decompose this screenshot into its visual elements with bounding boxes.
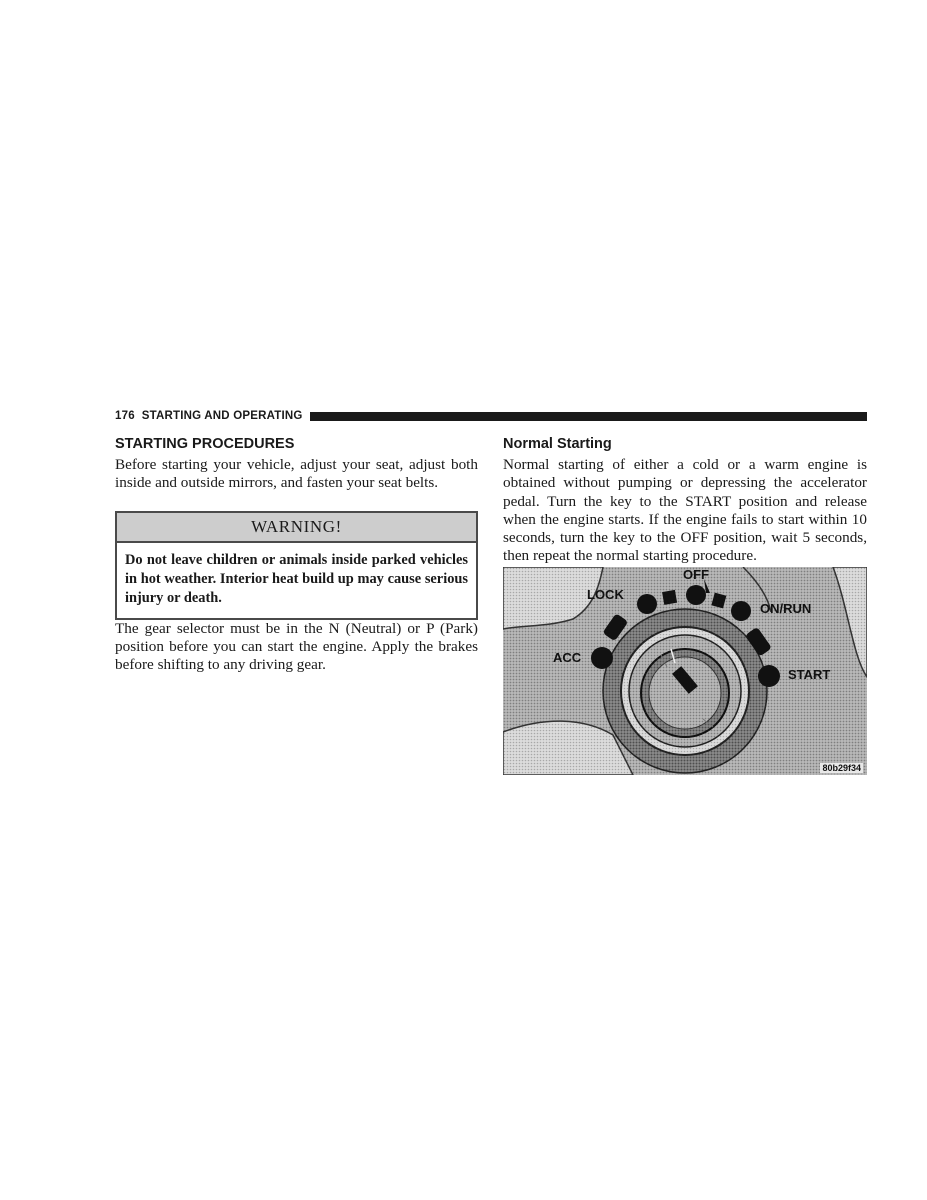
warning-box <box>115 511 478 620</box>
header-rule <box>310 412 867 421</box>
page-number: 176 <box>115 410 135 422</box>
warning-title: WARNING! <box>117 513 476 543</box>
ignition-switch-figure <box>503 567 867 775</box>
starting-procedures-heading: STARTING PROCEDURES <box>115 436 295 452</box>
left-column <box>115 434 478 674</box>
figure-code: 80b29f34 <box>822 763 861 773</box>
gear-selector-paragraph: The gear selector must be in the N (Neutral) or P (Park) position before you can start the engine. Apply the brakes before shifting to any driving gear. <box>115 619 478 674</box>
label-acc: ACC <box>553 650 582 665</box>
label-start: START <box>788 667 831 682</box>
right-column <box>503 434 867 566</box>
label-off: OFF <box>683 567 709 582</box>
section-title: STARTING AND OPERATING <box>141 410 303 422</box>
normal-starting-paragraph: Normal starting of either a cold or a warm engine is obtained without pumping or depressing the accelerator pedal. Turn the key to the START position and release when the engine starts. If the engine fails to start within 10 seconds, turn the key to the OFF position, wait 5 seconds, then repeat the normal starting procedure. <box>503 456 867 565</box>
label-lock: LOCK <box>587 587 624 602</box>
label-on-run: ON/RUN <box>760 601 812 616</box>
intro-paragraph: Before starting your vehicle, adjust your seat, adjust both inside and outside mirrors, and fasten your seat belts. <box>115 456 478 492</box>
normal-starting-heading: Normal Starting <box>503 436 612 452</box>
page-header <box>115 408 867 424</box>
warning-text: Do not leave children or animals inside parked vehicles in hot weather. Interior heat build up may cause serious injury or death. <box>125 551 468 606</box>
